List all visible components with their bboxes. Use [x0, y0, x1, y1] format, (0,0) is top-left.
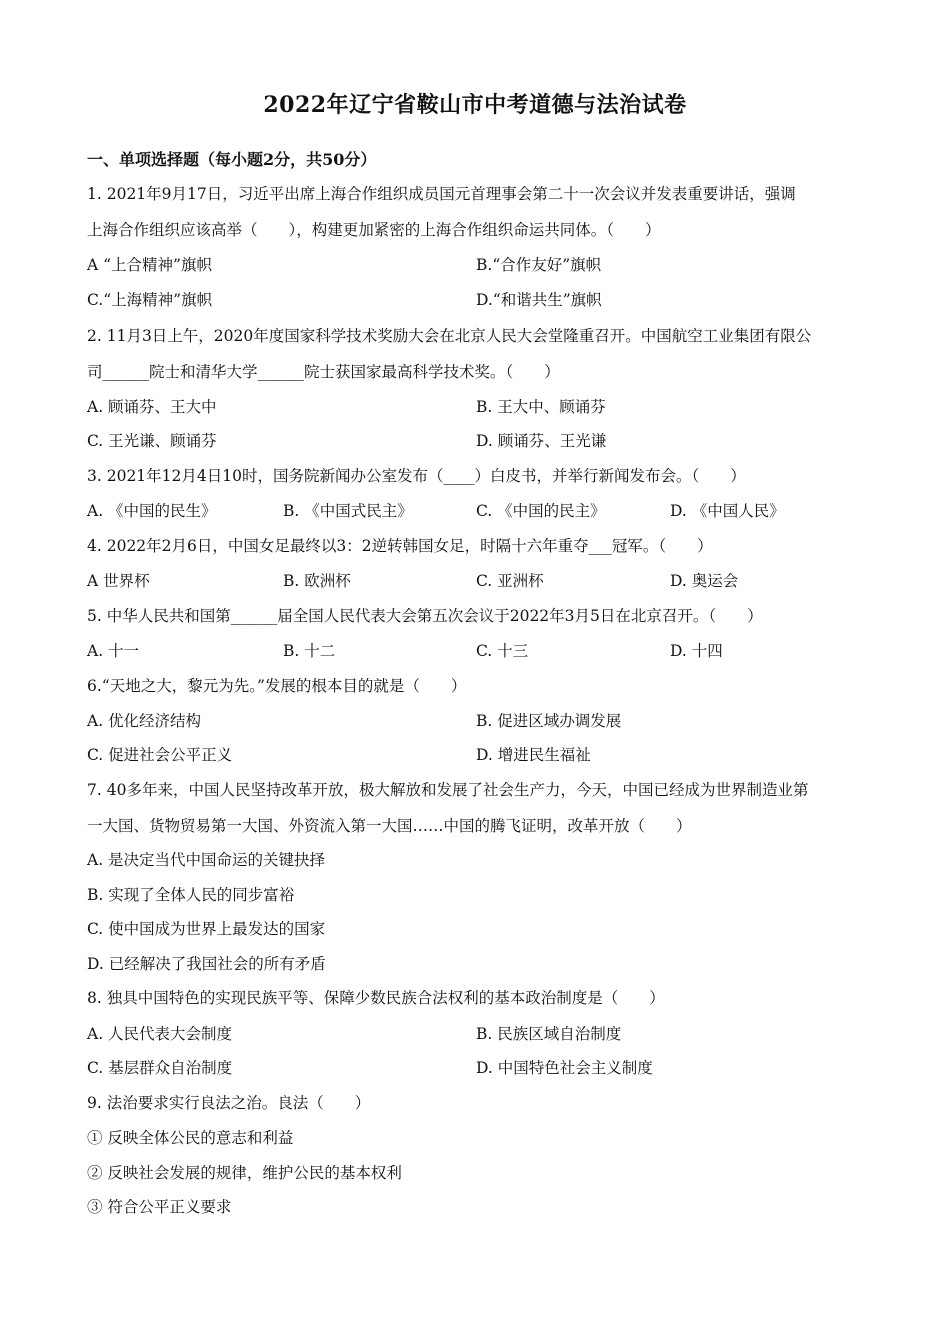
q2-option-d: D. 顾诵芬、王光谦 [476, 432, 607, 450]
page-title: 2022年辽宁省鞍山市中考道德与法治试卷 [263, 92, 687, 118]
q6-option-a: A. 优化经济结构 [87, 712, 202, 730]
q7-option-b: B. 实现了全体人民的同步富裕 [87, 886, 295, 904]
q4-option-d: D. 奥运会 [670, 572, 739, 590]
q5-option-a: A. 十一 [87, 642, 140, 660]
q6-option-d: D. 增进民生福祉 [476, 746, 591, 764]
q9-item-3: ③ 符合公平正义要求 [87, 1198, 232, 1216]
question-7-line-2: 一大国、货物贸易第一大国、外资流入第一大国……中国的腾飞证明，改革开放（ ） [87, 817, 692, 835]
question-5-line-1: 5. 中华人民共和国第______届全国人民代表大会第五次会议于2022年3月5日在北京召开。（ ） [87, 607, 763, 625]
q9-item-1: ① 反映全体公民的意志和利益 [87, 1129, 294, 1147]
q4-option-b: B. 欧洲杯 [283, 572, 351, 590]
question-8-line-1: 8. 独具中国特色的实现民族平等、保障少数民族合法权利的基本政治制度是（ ） [87, 989, 665, 1007]
question-2-line-1: 2. 11月3日上午，2020年度国家科学技术奖励大会在北京人民大会堂隆重召开。中国航空工业集团有限公 [87, 327, 812, 345]
q9-item-2: ② 反映社会发展的规律，维护公民的基本权利 [87, 1164, 402, 1182]
q7-option-c: C. 使中国成为世界上最发达的国家 [87, 920, 326, 938]
q3-option-c: C. 《中国的民主》 [476, 502, 606, 520]
q7-option-d: D. 已经解决了我国社会的所有矛盾 [87, 955, 326, 973]
question-1-line-2: 上海合作组织应该高举（ ），构建更加紧密的上海合作组织命运共同体。（ ） [87, 221, 661, 239]
q5-option-c: C. 十三 [476, 642, 529, 660]
q1-option-a: A “上合精神”旗帜 [87, 256, 212, 274]
q2-option-a: A. 顾诵芬、王大中 [87, 398, 217, 416]
q1-option-c: C.“上海精神”旗帜 [87, 291, 213, 309]
q8-option-a: A. 人民代表大会制度 [87, 1025, 233, 1043]
q4-option-a: A 世界杯 [87, 572, 150, 590]
q4-option-c: C. 亚洲杯 [476, 572, 544, 590]
question-4-line-1: 4. 2022年2月6日，中国女足最终以3：2逆转韩国女足，时隔十六年重夺___冠军。（ ） [87, 537, 713, 555]
q8-option-d: D. 中国特色社会主义制度 [476, 1059, 653, 1077]
q6-option-b: B. 促进区域办调发展 [476, 712, 622, 730]
q1-option-b: B.“合作友好”旗帜 [476, 256, 602, 274]
q3-option-d: D. 《中国人民》 [670, 502, 785, 520]
q7-option-a: A. 是决定当代中国命运的关键抉择 [87, 851, 326, 869]
q3-option-a: A. 《中国的民生》 [87, 502, 217, 520]
q3-option-b: B. 《中国式民主》 [283, 502, 413, 520]
question-1-line-1: 1. 2021年9月17日，习近平出席上海合作组织成员国元首理事会第二十一次会议并发表重要讲话，强调 [87, 185, 796, 203]
q2-option-b: B. 王大中、顾诵芬 [476, 398, 606, 416]
q8-option-c: C. 基层群众自治制度 [87, 1059, 233, 1077]
q5-option-d: D. 十四 [670, 642, 723, 660]
question-6-line-1: 6.“天地之大，黎元为先。”发展的根本目的就是（ ） [87, 677, 467, 695]
question-7-line-1: 7. 40多年来，中国人民坚持改革开放，极大解放和发展了社会生产力，今天，中国已经成为世界制造业第 [87, 781, 809, 799]
q8-option-b: B. 民族区域自治制度 [476, 1025, 622, 1043]
q5-option-b: B. 十二 [283, 642, 336, 660]
q1-option-d: D.“和谐共生”旗帜 [476, 291, 602, 309]
question-9-line-1: 9. 法治要求实行良法之治。良法（ ） [87, 1094, 371, 1112]
question-2-line-2: 司______院士和清华大学______院士获国家最高科学技术奖。（ ） [87, 363, 560, 381]
section-heading: 一、单项选择题（每小题2分，共50分） [87, 150, 377, 169]
q6-option-c: C. 促进社会公平正义 [87, 746, 233, 764]
q2-option-c: C. 王光谦、顾诵芬 [87, 432, 217, 450]
question-3-line-1: 3. 2021年12月4日10时，国务院新闻办公室发布（____）白皮书，并举行新闻发布会。（ ） [87, 467, 746, 485]
